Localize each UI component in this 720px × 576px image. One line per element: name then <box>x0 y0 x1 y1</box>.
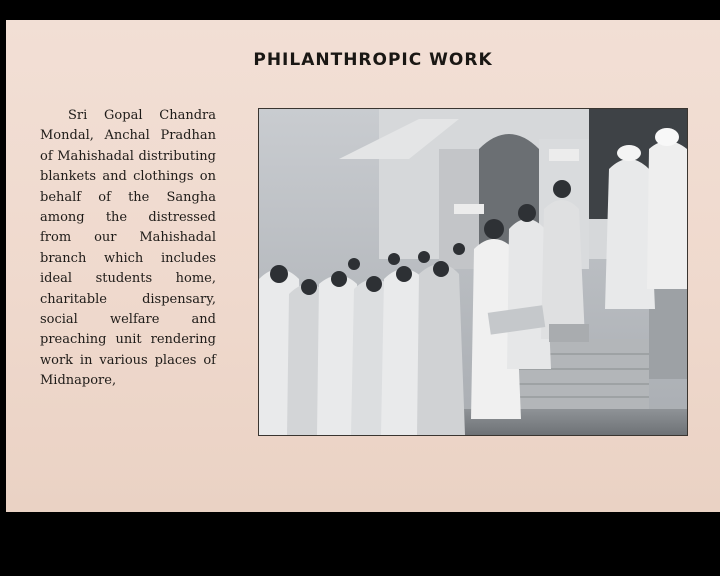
scanned-page <box>6 20 720 512</box>
photo-caption: Sri Gopal Chandra Mondal, Anchal Pradhan of Mahishadal distributing blankets and clothings on behalf of the Sangha among the distressed from our Mahishadal branch which includes ideal students home, charitable dispensary, social welfare and preaching unit rendering work in various places of Midnapore, <box>40 108 216 389</box>
photo-illustration <box>259 109 687 435</box>
distribution-photo <box>258 108 688 436</box>
page-title: PHILANTHROPIC WORK <box>253 50 493 70</box>
